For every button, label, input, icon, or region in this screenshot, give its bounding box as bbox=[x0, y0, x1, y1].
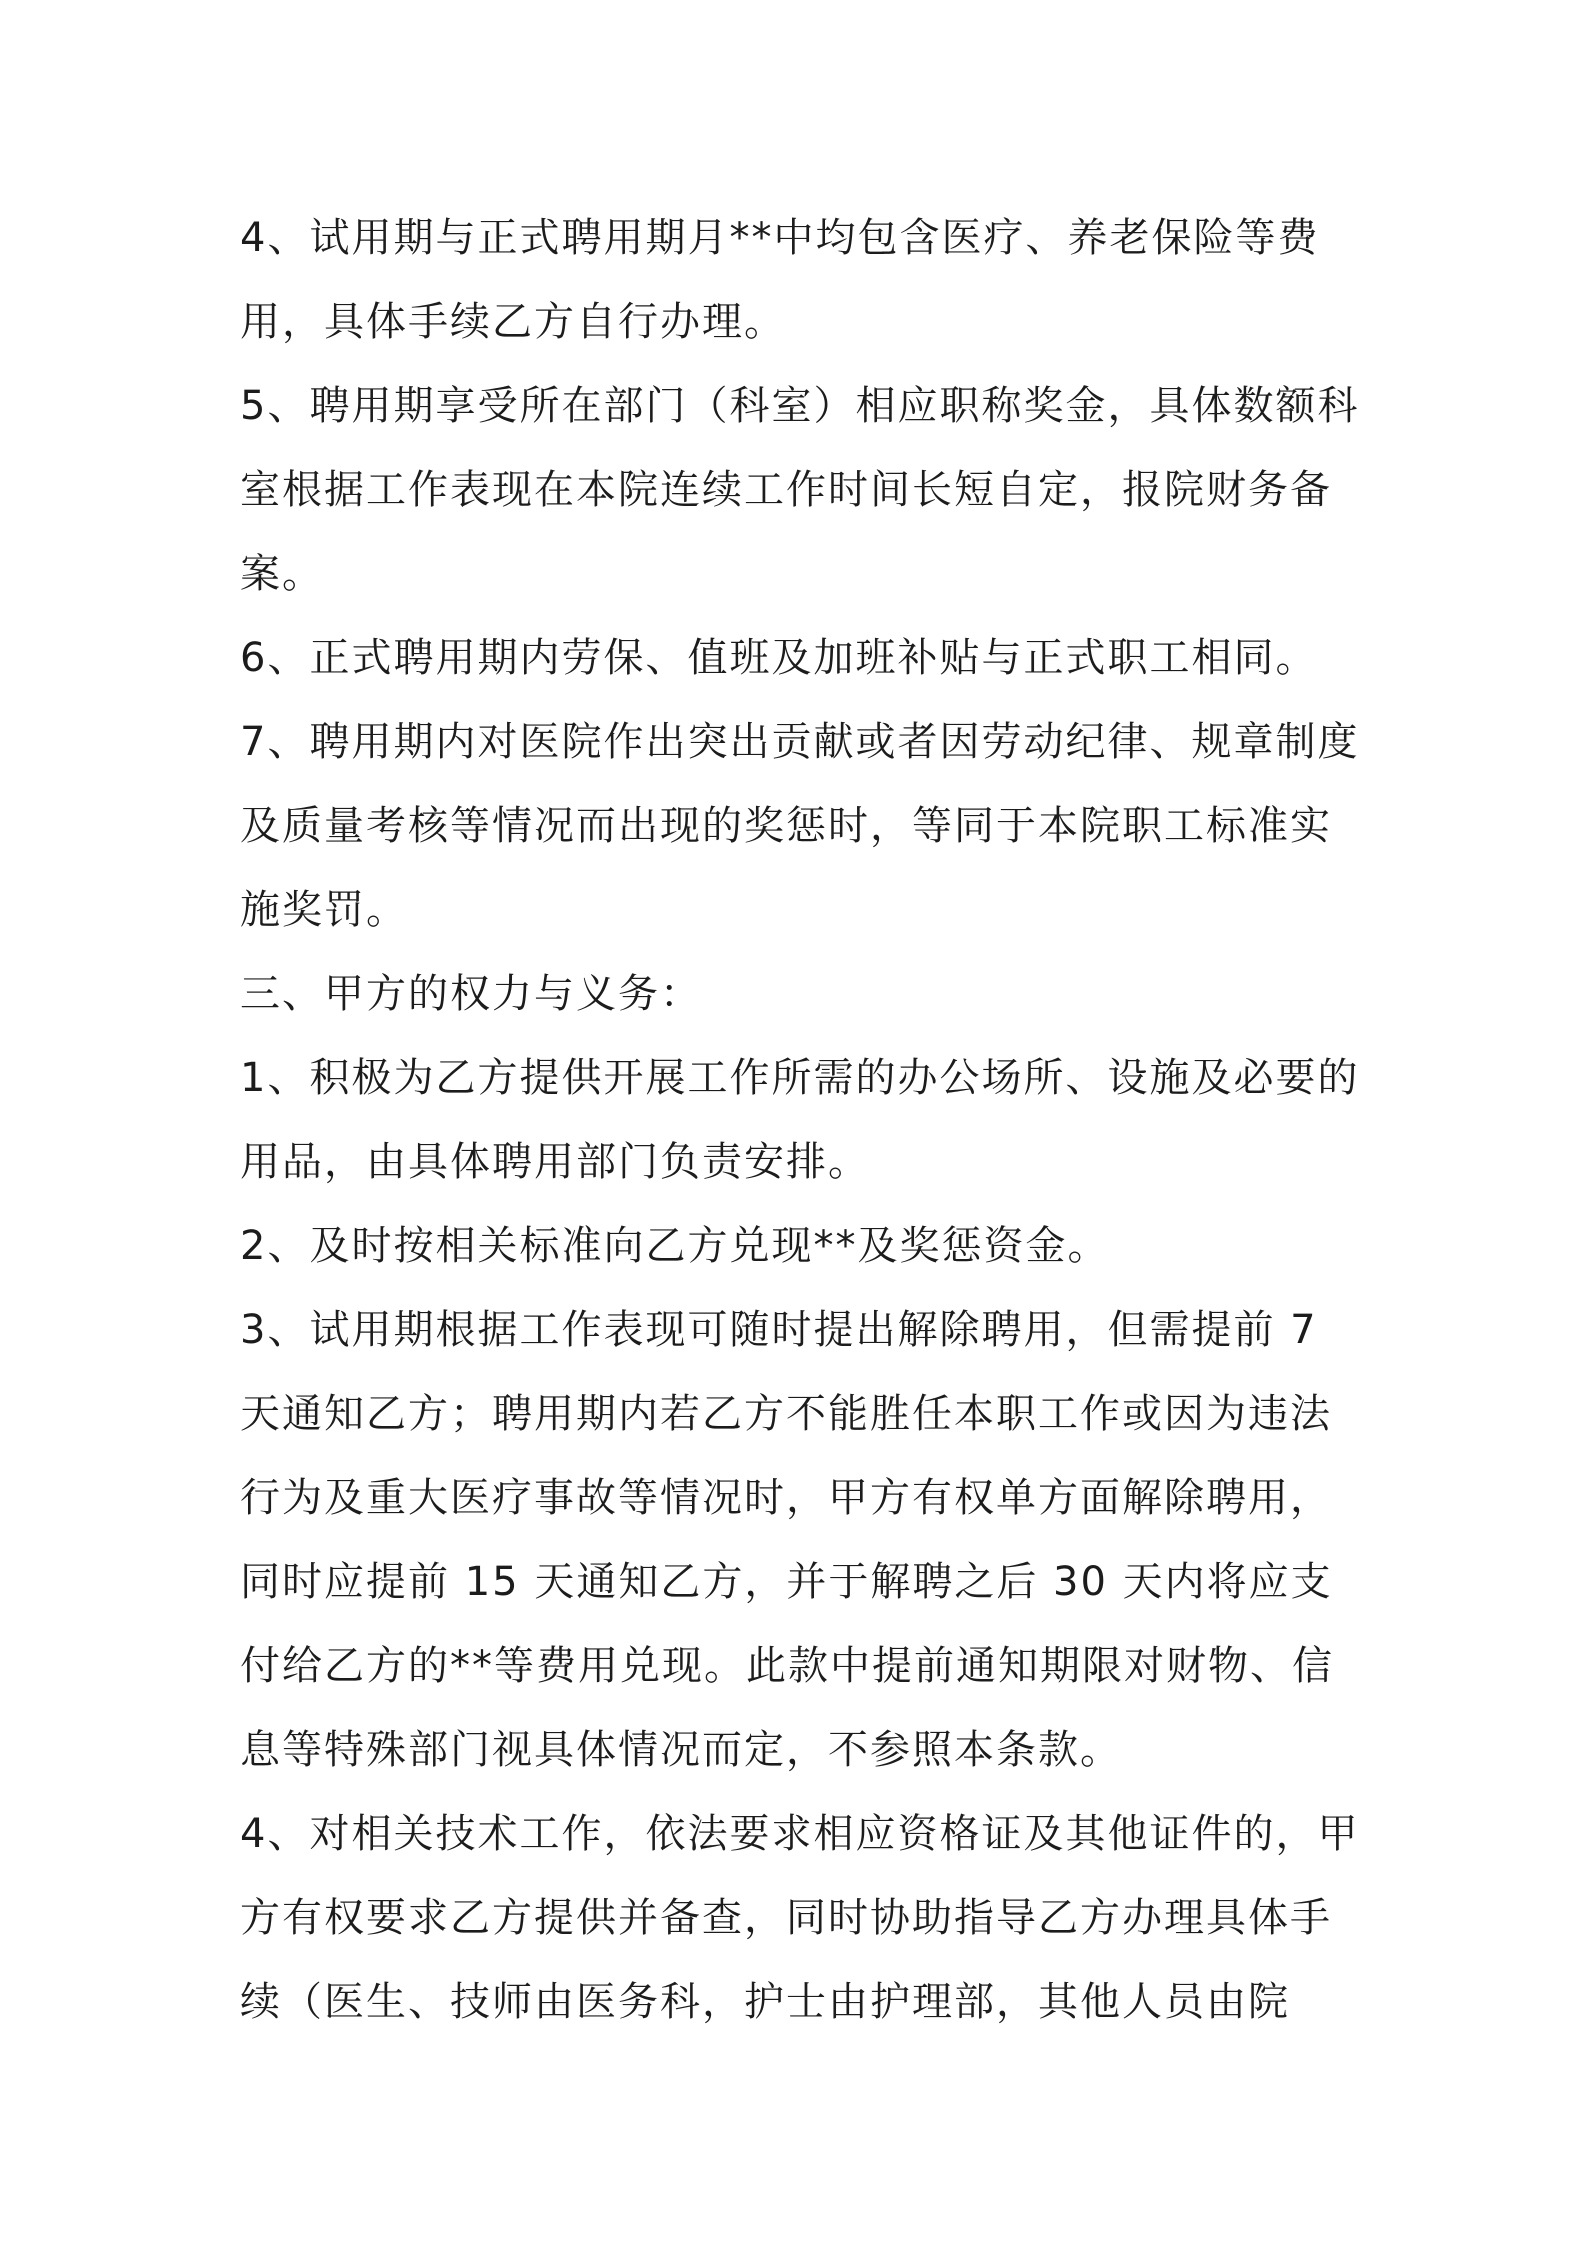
paragraph-item-5-bonus: 5、聘用期享受所在部门（科室）相应职称奖金，具体数额科室根据工作表现在本院连续工作时间长短自定，报院财务备案。 bbox=[240, 383, 1360, 597]
section-heading-party-a: 三、甲方的权力与义务： bbox=[240, 971, 702, 1017]
paragraph-item-2-funds: 2、及时按相关标准向乙方兑现**及奖惩资金。 bbox=[240, 1223, 1110, 1269]
paragraph-item-4-insurance: 4、试用期与正式聘用期月**中均包含医疗、养老保险等费用，具体手续乙方自行办理。 bbox=[240, 215, 1320, 345]
paragraph-item-7-rewards: 7、聘用期内对医院作出突出贡献或者因劳动纪律、规章制度及质量考核等情况而出现的奖惩时，等同于本院职工标准实施奖罚。 bbox=[240, 719, 1360, 933]
paragraph-item-1-office: 1、积极为乙方提供开展工作所需的办公场所、设施及必要的用品，由具体聘用部门负责安排。 bbox=[240, 1055, 1360, 1185]
paragraph-item-6-subsidy: 6、正式聘用期内劳保、值班及加班补贴与正式职工相同。 bbox=[240, 635, 1318, 681]
paragraph-item-4-certificates: 4、对相关技术工作，依法要求相应资格证及其他证件的，甲方有权要求乙方提供并备查，同时协助指导乙方办理具体手续（医生、技师由医务科，护士由护理部，其他人员由院 bbox=[240, 1811, 1360, 2025]
paragraph-item-3-termination: 3、试用期根据工作表现可随时提出解除聘用，但需提前 7 天通知乙方；聘用期内若乙方不能胜任本职工作或因为违法行为及重大医疗事故等情况时，甲方有权单方面解除聘用，同时应提前 15 天通知乙方，并于解聘之后 30 天内将应支付给乙方的**等费用兑现。此款中提前通知期限对财物、信息等特殊部门视具体情况而定，不参照本条款。 bbox=[240, 1307, 1334, 1773]
document-body bbox=[240, 196, 1360, 2044]
